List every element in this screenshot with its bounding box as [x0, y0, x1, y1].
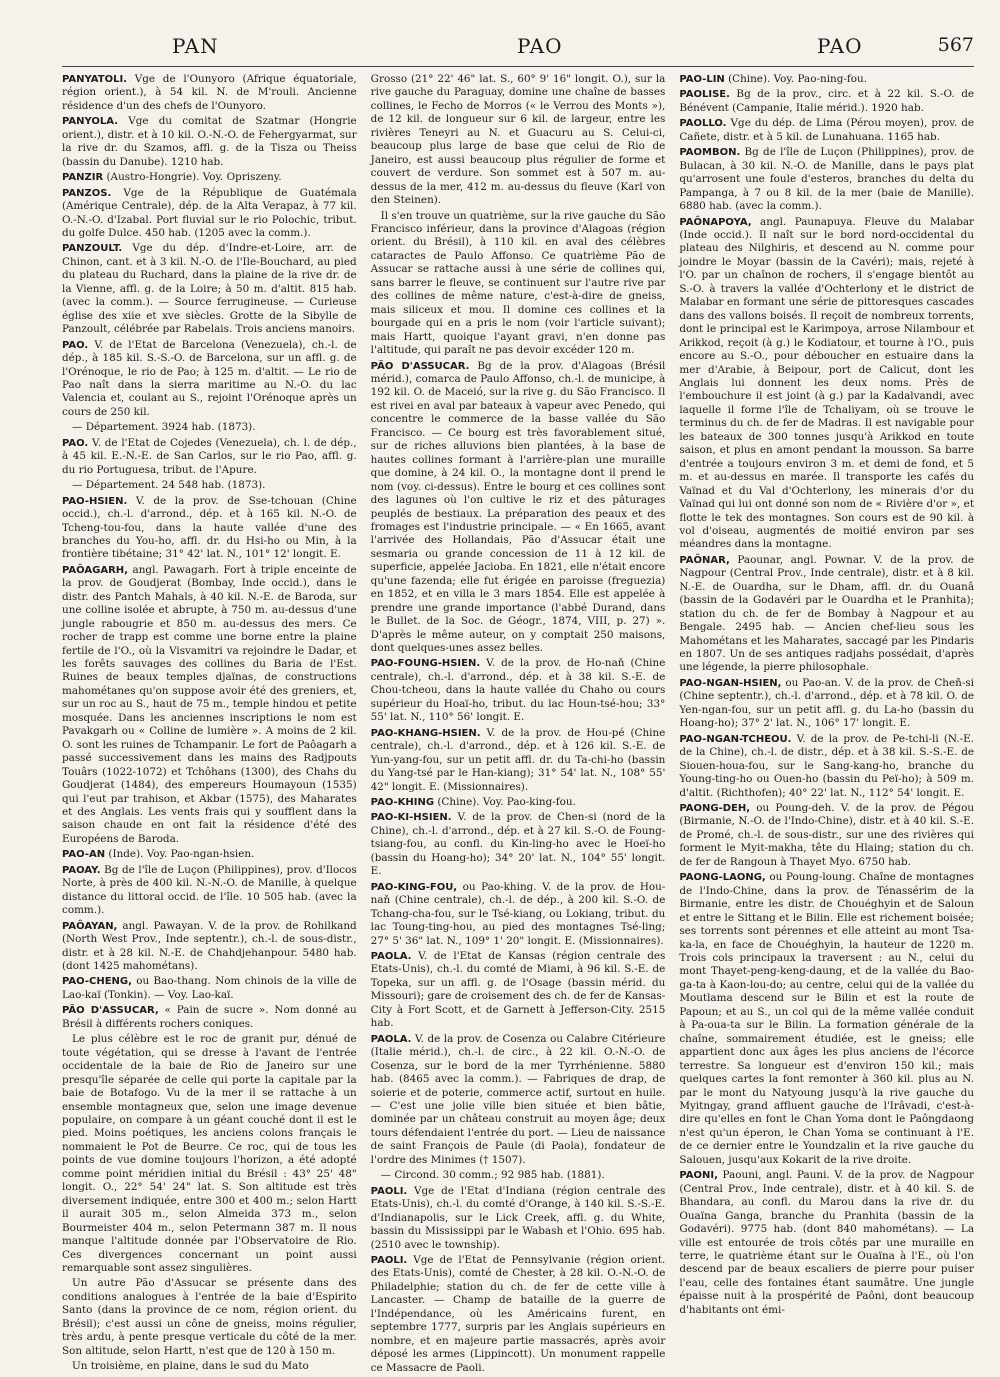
entry-headword: PAO-AN — [62, 849, 106, 861]
dictionary-entry — [62, 864, 357, 918]
dictionary-entry — [679, 146, 974, 213]
dictionary-entry — [62, 171, 357, 184]
entry-text: Vge du comitat de Szatmar (Hongrie orient.), distr. et à 10 kil. O.-N.-O. de Fehergyarmat, sur la rive dr. du Szamos, affl. g. de la Tisza ou Theiss (bassin du Danube). 1210 hab. — [62, 115, 357, 168]
entry-headword: PANZIR — [62, 172, 104, 184]
dictionary-entry — [371, 950, 666, 1031]
entry-text: Le plus célèbre est le roc de granit pur, dénué de toute végétation, qui se dresse à l'avant de l'entrée occidentale de la baie de Rio de Janeiro sur une presqu'île séparée de celle qui porte la capitale par la baie de Botafogo. Vu de la mer il se rattache à un ensemble montagneux que, selon une image devenue populaire, on compare à un géant couché dont il est le pied. Moins poétiques, les anciens colons français le nommaient le Pot de Beurre. Ce roc, qui de tous les points de vue domine toujours l'horizon, a été adopté comme point méridien initial du Brésil : 43° 25' 48" longit. O., 22° 54' 24" lat. S. Son altitude est très diversement indiquée, entre 300 et 400 m.; selon Hartt il aurait 305 m., selon Almeida 373 m., selon Bourmeister 404 m., selon Petermann 387 m. Il nous manque l'altitude donnée par l'Observatoire de Rio. Ces divergences concernant un point aussi remarquable sont assez singulières. — [62, 1033, 357, 1274]
entry-text: Vge de l'Etat d'Indiana (région centrale des Etats-Unis), ch.-l. du comté d'Orange, à 140 kil. S.-S.-E. d'Indianapolis, sur le Lick Creek, affl. g. du White, bassin du Mississippi par le Wabash et l'Ohio. 695 hab. (2510 avec le township). — [370, 1184, 666, 1251]
entry-text: (Inde). Voy. Pao-ngan-hsien. — [105, 848, 255, 861]
dictionary-entry — [62, 848, 357, 861]
entry-text: Un troisième, en plaine, dans le sud du Mato — [72, 1360, 309, 1373]
entry-headword: PAÔNAPOYA, — [679, 216, 752, 228]
dictionary-entry — [371, 657, 666, 724]
entry-headword: PAÔAYAN, — [62, 920, 118, 932]
entry-text: (Chine). Voy. Pao-ning-fou. — [724, 73, 867, 85]
entry-headword: PAOLA. — [370, 1033, 412, 1045]
entry-headword: PAO-KING-FOU, — [370, 881, 458, 893]
entry-text: angl. Pawagarh. Fort à triple enceinte de la prov. de Goudjerat (Bombay, Inde occid.), dans le distr. des Pantch Mahals, à 40 kil. N.-E. de Baroda, sur une colline isolée et abrupte, à 750 m. au-dessus d'une jungle rabougrie et 850 m. au-dessus des mers. Ce rocher de trapp est comme une borne entre la plaine fertile de l'O., où la Visvamitri va rejoindre le Dadar, et les forêts sauvages des collines du Baria de l'Est. Ruines de beaux temples djaïnas, de constructions mahométanes qu'on suppose avoir été des greniers, et, sur un roc au S., haut de 75 m., temple hindou et petite mosquée. Dans les anciennes inscriptions le nom est Pavakgarh ou « Colline de lumière ». A moins de 2 kil. O. sont les ruines de Tchampanir. Le fort de Paôagarh a passé successivement dans les mains des Radjpouts Touârs (1022-1072) et Tchôhans (1300), des Chahs du Goudjerat (1484), des empereurs Houmayoun (1535) qui l'eut par trahison, et Akbar (1575), des Maharates et des Anglais. Les vents frais qui y soufflent dans la saison chaude en ont fait la résidence d'été des Européens de Baroda. — [62, 563, 357, 845]
dictionary-entry — [62, 187, 357, 241]
dictionary-entry — [371, 727, 666, 794]
dictionary-entry — [62, 1360, 357, 1373]
entry-headword: PANZOS. — [62, 187, 112, 199]
dictionary-entry — [371, 1185, 666, 1252]
column-left — [62, 73, 357, 1377]
entry-text: — Département. 24 548 hab. (1873). — [72, 479, 266, 492]
dictionary-entry — [62, 339, 357, 420]
entry-headword: PAO-NGAN-HSIEN, — [679, 677, 782, 689]
entry-text: « Pain de sucre ». Nom donné au Brésil à différents rochers coniques. — [62, 1004, 357, 1030]
dictionary-entry — [62, 437, 357, 477]
entry-text: V. de l'Etat de Kansas (région centrale des Etats-Unis), ch.-l. du comté de Miami, à 96 kil. S.-E. de Topeka, sur un affl. g. de l'Osage (bassin mérid. du Missouri); gare de croisement des ch. de fer de Kansas-City à Fort Scott, et de Garnett à Jefferson-City. 2515 hab. — [370, 950, 666, 1030]
dictionary-entry — [371, 73, 666, 208]
entry-text: ou Poung-deh. V. de la prov. de Pégou (Birmanie, N.-O. de l'Indo-Chine), distr. et à 40 kil. S.-E. de Promé, ch.-l. de sous-distr., sur une des rivières qui forment le Myit-makha, tête du Hlaing; station du ch. de fer de Rangoun à Thayet Myo. 6750 hab. — [679, 802, 975, 868]
column-middle — [371, 73, 666, 1377]
entry-headword: PAO. — [62, 437, 89, 449]
entry-text: ou Poung-loung. Chaîne de montagnes de l'Indo-Chine, dans la prov. de Ténassérim de la Birmanie, entre les distr. de Chouéghyin et de Saloun et entre le Sittang et le Bilin. Elle est richement boisée; ses torrents sont pérennes et elle atteint au mont Tsa-ka-la, en face de Chouéghyin, la hauteur de 1220 m. Trois cols principaux la traversent : au N., celui du mont Thayet-peng-keng-daung, et de la vallée du Bao-ga-ta à Kaon-lou-do; au centre, celui qui de la vallée du Moutlama descend sur le Bilin et est la route de Papoun; et au S., un col qui de la même vallée conduit à Pa-oua-ta sur le Bilin. La formation générale de la chaîne, sommairement étudiée, est le gneiss; elle appartient donc aux âges les plus anciens de l'écorce terrestre. Sa longueur est d'environ 150 kil.; mais quelques cartes la font remonter à 360 kil. plus au N. par le mont du Natyoung jusqu'à la rive gauche du Myitngay, grand affluent gauche de l'Irâvadi, c'est-à-dire qu'elles en font le Chan Yoma dont le Paôngdaong n'est qu'un éperon, le Chan Yoma se continuant à l'E. de ce dernier entre le Youndzalin et la rive gauche du Salouen, jusqu'aux Kokarit de la rive droite. — [679, 871, 975, 1166]
entry-text: (Chine). Voy. Pao-king-fou. — [434, 796, 576, 809]
entry-text: V. de la prov. de Hou-pé (Chine centrale), ch.-l. d'arrond., dép. et à 126 kil. S.-E. de Yun-yang-fou, sur un petit affl. dr. du Ta-chi-ho (bassin du Yang-tsé par le Han-kiang); 31° 54' lat. N., 108° 55' 42" longit. E. (Missionnaires). — [370, 726, 666, 793]
dictionary-entry — [371, 811, 666, 878]
entry-headword: PANYOLA. — [62, 116, 119, 128]
dictionary-entry — [679, 1169, 974, 1317]
entry-text: Vge de l'Etat de Pennsylvanie (région orient. des Etats-Unis), comté de Chester, à 28 kil. O.-N.-O. de Philadelphie; station du ch. de fer de cette ville à Lancaster. — Champ de bataille de la guerre de l'Indépendance, où les Américains furent, en septembre 1777, surpris par les Anglais supérieurs en nombre, et en majeure partie massacrés, après avoir déposé les armes (Lippincott). Un monument rappelle ce Massacre de Paoli. — [370, 1253, 666, 1374]
dictionary-entry — [679, 871, 974, 1167]
entry-text: Vge de la République de Guatémala (Amérique Centrale), dép. de la Alta Verapaz, à 77 kil. O.-N.-O. d'Izabal. Port fluvial sur le rio Polochic, tribut. du golfe Dulce. 450 hab. (1205 avec la comm.). — [62, 186, 357, 239]
entry-headword: PAO-LIN — [679, 74, 725, 85]
entry-text: Vge de l'Ounyoro (Afrique équatoriale, région orient.), à 54 kil. N. de M'rouli. Ancienne résidence d'un des chefs de l'Ounyoro. — [62, 73, 357, 112]
header-right-word: PAO — [817, 34, 863, 58]
dictionary-entry — [679, 73, 974, 86]
column-right — [679, 73, 974, 1377]
entry-text: ou Pao-an. V. de la prov. de Cheñ-si (Chine septentr.), ch.-l. d'arrond., dép. et à 78 kil. O. de Yen-ngan-fou, sur un petit affl. g. du La-ho (bassin du Hoang-ho); 37° 2' lat. N., 106° 17' longit. E. — [679, 676, 975, 730]
entry-text: V. de la prov. de Chen-si (nord de la Chine), ch.-l. d'arrond., dép. et à 27 kil. S.-O. de Foung-tsiang-fou, au confl. du Kin-ling-ho avec le Hoeï-ho (bassin du Hoang-ho); 34° 20' lat. N., 104° 55' longit. E. — [370, 811, 666, 878]
dictionary-entry — [62, 495, 357, 562]
entry-headword: PAO-NGAN-TCHEOU. — [679, 733, 792, 745]
dictionary-entry — [62, 564, 357, 847]
dictionary-entry — [371, 1169, 666, 1182]
entry-text: Grosso (21° 22' 46" lat. S., 60° 9' 16" longit. O.), sur la rive gauche du Paraguay, domine une chaîne de basses collines, le Fecho de Morros (« le Verrou des Monts »), de 12 kil. de longueur sur 6 kil. de largeur, entre les rivières Teneyri au N. et Guacuru au S. Celui-ci, beaucoup plus large de base que celui de Rio de Janeiro, est aussi beaucoup plus régulier de forme et couvert de verdure. Son sommet est à 507 m. au-dessus de la mer, 412 m. au-dessus du fleuve (Karl von den Steinen). — [370, 73, 666, 207]
entry-text: Bg de la prov. d'Alagoas (Brésil mérid.), comarca de Paulo Affonso, ch.-l. de municipe, à 192 kil. O. de Maceió, sur la rive g. du São Francisco. Il est rivei en aval par bateaux à vapeur avec Penedo, qui concentre le commerce de la basse vallée du São Francisco. — Ce bourg est très favorablement situé, sur de riches alluvions bien plantées, à la base de hautes collines formant à l'arrière-plan une muraille que domine, à 24 kil. O., la montagne dont il prend le nom (voy. ci-dessus). Entre le bourg et ces collines sont des lagunes où l'on cultive le riz et des pâturages peuplés de bestiaux. La préparation des peaux et des fromages est l'industrie principale. — « En 1665, avant l'arrivée des Hollandais, Pão d'Assucar était une sesmaria ou grande concession de 11 à 12 kil. de superficie, appelée Jacioba. En 1821, elle n'était encore qu'une fazenda; elle fut érigée en paroisse (freguezia) en 1852, et en villa le 3 mars 1854. Elle est appelée à prendre une grande importance (l'abbé Durand, dans le Bullet. de la Soc. de Géogr., 1874, VIII, p. 27) ». D'après le même auteur, on y comptait 250 maisons, dont quelques-unes assez belles. — [370, 359, 666, 655]
entry-text: V. de l'Etat de Barcelona (Venezuela), ch.-l. de dép., à 185 kil. S.-S.-O. de Barcelona, sur un affl. g. de l'Orénoque, le rio de Pao; à 125 m. d'altit. — Le rio de Pao naît dans la sierra maritime au N.-O. du lac Valencia et, coulant au S., rejoint l'Orénoque après un cours de 250 kil. — [62, 338, 357, 418]
dictionary-entry — [62, 479, 357, 492]
entry-text: V. de la prov. de Ho-naň (Chine centrale), ch.-l. d'arrond., dép. et à 38 kil. S.-E. de Chou-tcheou, dans la haute vallée du Chaho ou cours supérieur du Hoaï-ho, tribut. du lac Houn-tsé-hou; 33° 55' lat. N., 110° 56' longit. E. — [370, 657, 666, 724]
dictionary-entry — [371, 360, 666, 656]
entry-text: — Département. 3924 hab. (1873). — [72, 421, 256, 434]
entry-text: — Circond. 30 comm.; 92 985 hab. (1881). — [380, 1169, 605, 1182]
entry-headword: PAÔAGARH, — [62, 564, 128, 576]
entry-headword: PAO-HSIEN. — [62, 495, 128, 507]
entry-headword: PAONG-LAONG, — [679, 872, 766, 884]
entry-text: ou Bao-thang. Nom chinois de la ville de Lao-kaï (Tonkin). — Voy. Lao-kaï. — [62, 975, 357, 1001]
entry-text: Paouni, angl. Pauni. V. de la prov. de Nagpour (Central Prov., Inde centrale), distr. et à 40 kil. S. de Bhandara, au confl. du Marou dans la rive dr. du Ouaïna Ganga, branche du Pranhita (bassin de la Godavéri). 9775 hab. (dont 840 mahométans). — La ville est entourée de trois côtés par une muraille en terre, le quatrième étant sur le Ouaïna à l'E., où l'on descend par de beaux escaliers de pierre pour puiser l'eau, celle des fontaines étant saumâtre. Une jungle épaisse nuit à la prospérité de Paôni, dont beaucoup d'habitants ont émi- — [679, 1169, 975, 1316]
entry-text: V. de la prov. de Cosenza ou Calabre Citérieure (Italie mérid.), ch.-l. de circ., à 22 kil. O.-N.-O. de Cosenza, sur le bord de la mer Tyrrhénienne. 5880 hab. (8465 avec la comm.). — Fabriques de drap, de soierie et de poterie, commerce actif, surtout en huile. — C'est une jolie ville bien située et bien bâtie, dominée par un château construit au moyen âge; deux tours défendaient l'entrée du port. — Lieu de naissance de saint François de Paule (di Paola), fondateur de l'ordre des Minimes († 1507). — [370, 1032, 666, 1166]
entry-headword: PAONG-DEH, — [679, 803, 751, 815]
entry-headword: PAO-CHENG, — [62, 976, 132, 988]
entry-text: Bg de l'île de Luçon (Philippines), prov. d'Ilocos Norte, à près de 400 kil. N.-N.-O. de Manille, à quelque distance du littoral occid. de l'île. 10 505 hab. (avec la comm.). — [62, 863, 357, 917]
entry-text: Un autre Pão d'Assucar se présente dans des conditions analogues à l'entrée de la baie d'Espirito Santo (dans la province de ce nom, région orient. du Brésil); c'est aussi un cône de gneiss, moins régulier, très ardu, à pente presque verticale du côté de la mer. Son altitude, selon Hartt, n'est que de 120 à 150 m. — [62, 1277, 357, 1357]
entry-headword: PAOLISE. — [679, 89, 730, 101]
dictionary-entry — [371, 210, 666, 358]
dictionary-entry — [62, 115, 357, 169]
entry-headword: PÃO D'ASSUCAR. — [370, 360, 470, 372]
entry-headword: PAO-KHING — [370, 797, 435, 809]
entry-text: Paounar, angl. Pownar. V. de la prov. de Nagpour (Central Prov., Inde centrale), distr. et à 8 kil. N.-E. de Ouardha, sur le Dham, affl. dr. du Ouanâ (bassin de la Godavéri par le Ouardha et le Pranhita); station du ch. de fer de Bombay à Nagpour et au Bengale. 2495 hab. — Ancien chef-lieu sous les Mahométans et les Maharates, saccagé par les Pindaris en 1807. Un de ses antiques radjahs possédait, d'après une légende, la pierre philosophale. — [679, 553, 975, 674]
dictionary-entry — [679, 802, 974, 869]
text-columns — [62, 73, 974, 1377]
entry-headword: PAOAY. — [62, 864, 101, 876]
dictionary-entry — [679, 216, 974, 552]
dictionary-entry — [371, 881, 666, 948]
entry-text: (Austro-Hongrie). Voy. Opriszeny. — [103, 171, 282, 184]
dictionary-entry — [679, 88, 974, 115]
header-left-word: PAN — [172, 34, 219, 58]
entry-headword: PAO. — [62, 339, 89, 351]
entry-headword: PAO-KI-HSIEN. — [370, 812, 452, 824]
entry-headword: PAOMBON. — [679, 147, 741, 159]
page-number: 567 — [937, 34, 974, 56]
dictionary-entry — [371, 1254, 666, 1375]
dictionary-entry — [62, 1033, 357, 1275]
dictionary-entry — [62, 73, 357, 113]
entry-headword: PÃO D'ASSUCAR, — [62, 1005, 159, 1017]
dictionary-entry — [679, 677, 974, 731]
dictionary-entry — [371, 796, 666, 809]
entry-text: Vge du dép. de Lima (Pérou moyen), prov. de Cañete, distr. et à 5 kil. de Lunahuana. 1165 hab. — [679, 117, 975, 143]
entry-text: V. de la prov. de Sse-tchouan (Chine occid.), ch.-l. d'arrond., dép. et à 165 kil. N.-O. de Tcheng-tou-fou, dans la haute vallée d'une des branches du You-ho, affl. dr. du Hsi-ho ou Min, à la frontière tibétaine; 31° 42' lat. N., 101° 12' longit. E. — [62, 494, 357, 561]
entry-text: Bg de l'île de Luçon (Philippines), prov. de Bulacan, à 30 kil. N.-O. de Manille, dans le pays plat qu'arrosent une foule d'esteros, branches du delta du Pampanga, à 7 ou 8 kil. de la mer (baie de Manille). 6880 hab. (avec la comm.). — [679, 146, 975, 213]
dictionary-entry — [679, 117, 974, 144]
entry-headword: PAO-KHANG-HSIEN. — [370, 727, 481, 739]
dictionary-entry — [62, 920, 357, 974]
entry-headword: PAOLA. — [370, 951, 412, 962]
entry-headword: PAÔNAR, — [679, 554, 730, 566]
entry-text: Vge du dép. d'Indre-et-Loire, arr. de Chinon, cant. et à 3 kil. N.-O. de l'Ile-Bouchard, au pied du plateau du Ruchard, dans la plaine de la rive dr. de la Vienne, affl. g. de la Loire; à 50 m. d'altit. 815 hab. (avec la comm.). — Source ferrugineuse. — Curieuse église des xiie et xve siècles. Grotte de la Sibylle de Panzoult, célébrée par Rabelais. Trois anciens manoirs. — [62, 242, 357, 336]
header-center-word: PAO — [517, 34, 563, 58]
dictionary-entry — [62, 1004, 357, 1031]
entry-headword: PANZOULT. — [62, 243, 123, 255]
dictionary-entry — [679, 733, 974, 800]
entry-text: angl. Pawayan. V. de la prov. de Rohilkand (North West Prov., Inde septentr.), ch.-l. de sous-distr., distr. et à 28 kil. N.-E. de Chahdjehanpour. 5480 hab. (dont 1425 mahométans). — [62, 919, 357, 972]
entry-text: ou Pao-khing. V. de la prov. de Hou-naň (Chine centrale), ch.-l. de dép., à 200 kil. S.-O. de Tchang-cha-fou, sur le Tsé-kiang, ou Lokiang, tribut. du lac Toung-ting-hou, au pied des montagnes Tsé-ling; 27° 5' 36" lat. N., 109° 1' 20" longit. E. (Missionnaires). — [370, 880, 666, 947]
entry-headword: PAONI, — [679, 1170, 718, 1182]
dictionary-entry — [62, 1277, 357, 1358]
entry-headword: PAOLI. — [370, 1185, 408, 1197]
dictionary-entry — [62, 242, 357, 336]
entry-text: V. de la prov. de Pe-tchi-li (N.-E. de la Chine), ch.-l. de distr., dép. et à 38 kil. S.-S.-E. de Siouen-houa-fou, sur le Sang-kang-ho, branche du Young-ting-ho ou Ouen-ho (bassin du Peï-ho); à 509 m. d'altit. (Richthofen); 40° 22' lat. N., 112° 54' longit. E. — [679, 732, 975, 799]
entry-headword: PAOLLO. — [679, 118, 727, 130]
running-header — [62, 30, 974, 67]
entry-headword: PAOLI. — [370, 1254, 408, 1266]
dictionary-entry — [62, 975, 357, 1002]
entry-text: Bg de la prov., circ. et à 22 kil. S.-O. de Bénévent (Campanie, Italie mérid.). 1920 hab. — [679, 88, 975, 114]
entry-text: Il s'en trouve un quatrième, sur la rive gauche du São Francisco inférieur, dans la province d'Alagoas (région orient. du Brésil), à 110 kil. en aval des célèbres cataractes de Paulo Affonso. Ce quatrième Pão de Assucar se rattache aussi à une série de collines qui, sans barrer le fleuve, se continuent sur l'autre rive par des collines de même nature, c'est-à-dire de gneiss, mais siliceux et mou. Il domine ces collines et la bourgade qui en a pris le nom (voir l'article suivant); mais Hartt, quoique l'ayant gravi, n'en donne pas l'altitude, qui paraît ne pas devoir excéder 120 m. — [370, 209, 666, 357]
entry-text: V. de l'Etat de Cojedes (Venezuela), ch. l. de dép., à 45 kil. E.-N.-E. de San Carlos, sur le rio Pao, affl. g. du rio Portuguesa, tribut. de l'Apure. — [62, 436, 357, 476]
entry-headword: PAO-FOUNG-HSIEN. — [370, 658, 481, 670]
dictionary-entry — [371, 1033, 666, 1168]
entry-headword: PANYATOLI. — [62, 74, 127, 85]
dictionary-entry — [62, 421, 357, 434]
entry-text: angl. Paunapuya. Fleuve du Malabar (Inde occid.). Il naît sur le bord nord-occidental du plateau des Nilghiris, et descend au N. comme pour joindre le Moyar (bassin de la Cavéri); mais, rejeté à l'O. par un chaînon de rochers, il s'engage bientôt au S.-O. à travers la vallée d'Ochterlony et le district de Malabar en formant une série de pittoresques cascades dans des vallons boisés. Il reçoit de nombreux torrents, dont le principal est le Karimpoya, arrose Nilambour et Arikkod, reçoit (à g.) le Kodiatour, et tourne à l'O., puis encore au S.-O., pour déboucher en estuaire dans la mer d'Arabie, à Beipour, port de Calicut, dont les Anglais lui donnent les deux noms. Près de l'embouchure il est joint (à g.) par la Kadalvandi, avec laquelle il forme l'île de Tchaliyam, où se trouve le terminus du ch. de fer de Madras. Il est navigable pour les bateaux de 300 tonnes jusqu'à Arikkod en toute saison, et plus en amont pendant la mousson. Sa barre d'entrée a toujours environ 3 m. et demi de fond, et 5 m. et au-dessus en marée. Il transporte les cafés du Vaïnad et du Val d'Ochterlony, les minerais d'or du Vaïnad qui lui ont donné son nom de « Rivière d'or », et flotte le tek des montagnes. Son cours est de 90 kil. à vol d'oiseau, augmentés de moitié environ par ses méandres dans la montagne. — [679, 215, 975, 551]
dictionary-entry — [679, 554, 974, 675]
